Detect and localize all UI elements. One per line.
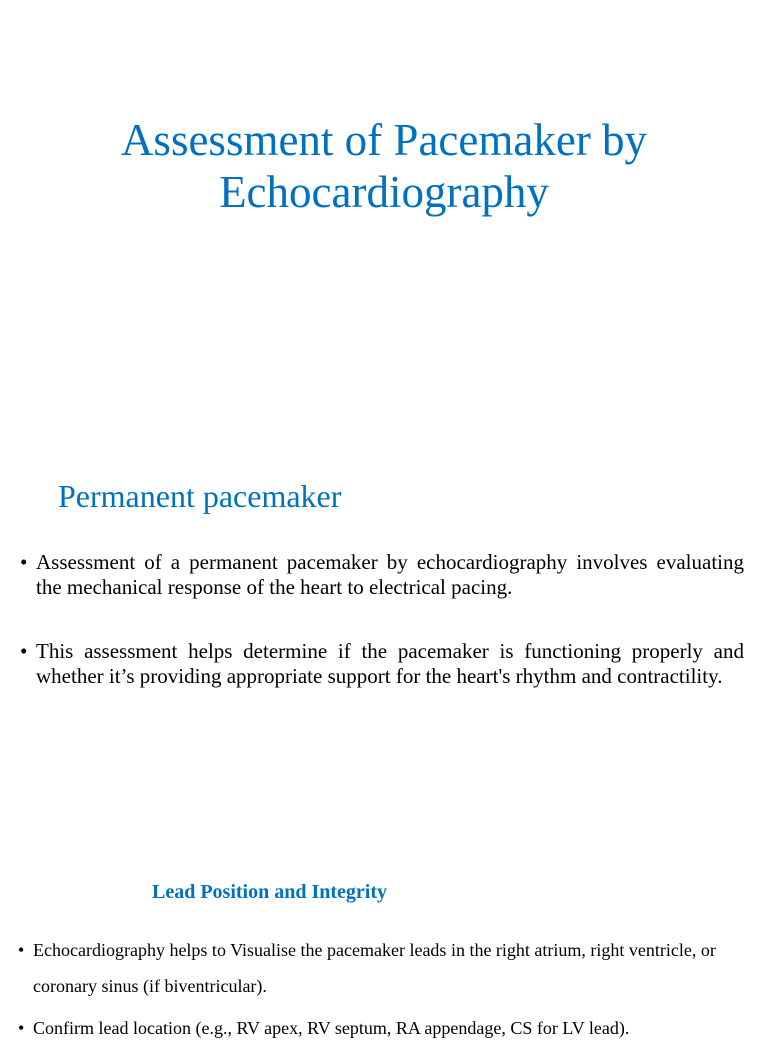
bullet-text: Echocardiography helps to Visualise the pacemaker leads in the right atrium, right ventricle, or coronary sinus (if biventricular).	[33, 940, 716, 996]
intro-bullet-list	[0, 550, 768, 688]
lead-bullet-list	[0, 932, 768, 1046]
list-item	[0, 932, 768, 1004]
section-title: Permanent pacemaker	[58, 478, 342, 514]
bullet-icon: •	[18, 940, 25, 960]
bullet-text: Confirm lead location (e.g., RV apex, RV septum, RA appendage, CS for LV lead).	[33, 1018, 630, 1038]
slide-title: Assessment of Pacemaker by Echocardiography	[120, 115, 648, 217]
bullet-icon: •	[20, 639, 28, 663]
bullet-text: Assessment of a permanent pacemaker by echocardiography involves evaluating the mechanical response of the heart to electrical pacing.	[36, 550, 744, 599]
list-item	[0, 639, 768, 688]
bullet-icon: •	[20, 550, 28, 574]
bullet-icon: •	[18, 1018, 25, 1038]
subheading: Lead Position and Integrity	[152, 881, 388, 903]
list-item	[0, 550, 768, 599]
bullet-text: This assessment helps determine if the pacemaker is functioning properly and whether it’s providing appropriate support for the heart's rhythm and contractility.	[36, 639, 744, 688]
list-item	[0, 1010, 768, 1046]
